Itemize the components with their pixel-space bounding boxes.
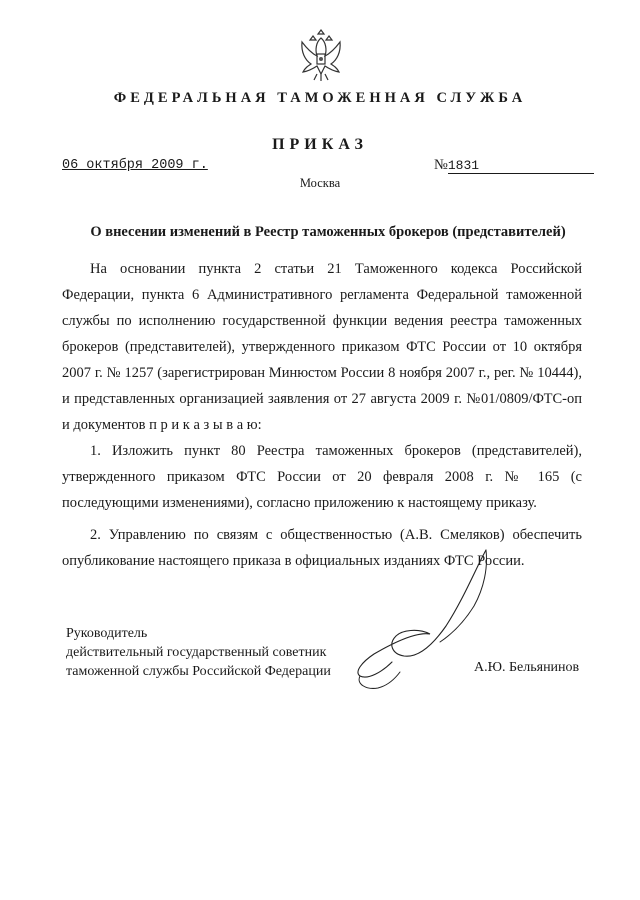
russian-coat-of-arms-icon	[296, 28, 346, 84]
order-number-value: 1831	[448, 158, 594, 174]
order-title: ПРИКАЗ	[272, 136, 368, 153]
order-number	[434, 157, 594, 174]
signer-title-line-2: действительный государственный советник	[66, 645, 327, 660]
document-body	[62, 256, 582, 574]
order-word: п р и к а з ы в а ю:	[149, 417, 262, 433]
signer-name: А.Ю. Бельянинов	[474, 660, 580, 675]
handwritten-signature-icon	[326, 548, 526, 700]
signer-title-line-1: Руководитель	[66, 626, 148, 641]
item-2-paragraph: 2. Управлению по связям с общественностью (А.В. Смеляков) обеспечить опубликование настоящего приказа в официальных изданиях ФТС России.	[62, 527, 582, 569]
document-subject: О внесении изменений в Реестр таможенных брокеров (представителей)	[90, 224, 566, 240]
agency-name: ФЕДЕРАЛЬНАЯ ТАМОЖЕННАЯ СЛУЖБА	[113, 90, 527, 106]
order-date: 06 октября 2009 г.	[62, 158, 208, 173]
preamble-text: На основании пункта 2 статьи 21 Таможенного кодекса Российской Федерации, пункта 6 Административного регламента Федеральной таможенной службы по исполнению государственной функции ведения реестра таможенных брокеров (представителей), утвержденного приказом ФТС России от 10 октября 2007 г. № 1257 (зарегистрирован Минюстом России 8 ноября 2007 г., рег. № 10444), и представленных организацией заявления от 27 августа 2009 г. №01/0809/ФТС-оп и документов	[62, 261, 582, 433]
signer-title-line-3: таможенной службы Российской Федерации	[66, 664, 331, 679]
signer-block	[66, 624, 331, 681]
order-city: Москва	[299, 176, 341, 190]
item-1-paragraph: 1. Изложить пункт 80 Реестра таможенных брокеров (представителей), утвержденного приказом ФТС России от 20 февраля 2008 г. № 165 (с последующими изменениями), согласно приложению к настоящему приказу.	[62, 443, 582, 511]
preamble-paragraph	[62, 256, 582, 438]
order-number-prefix: №	[434, 157, 448, 173]
